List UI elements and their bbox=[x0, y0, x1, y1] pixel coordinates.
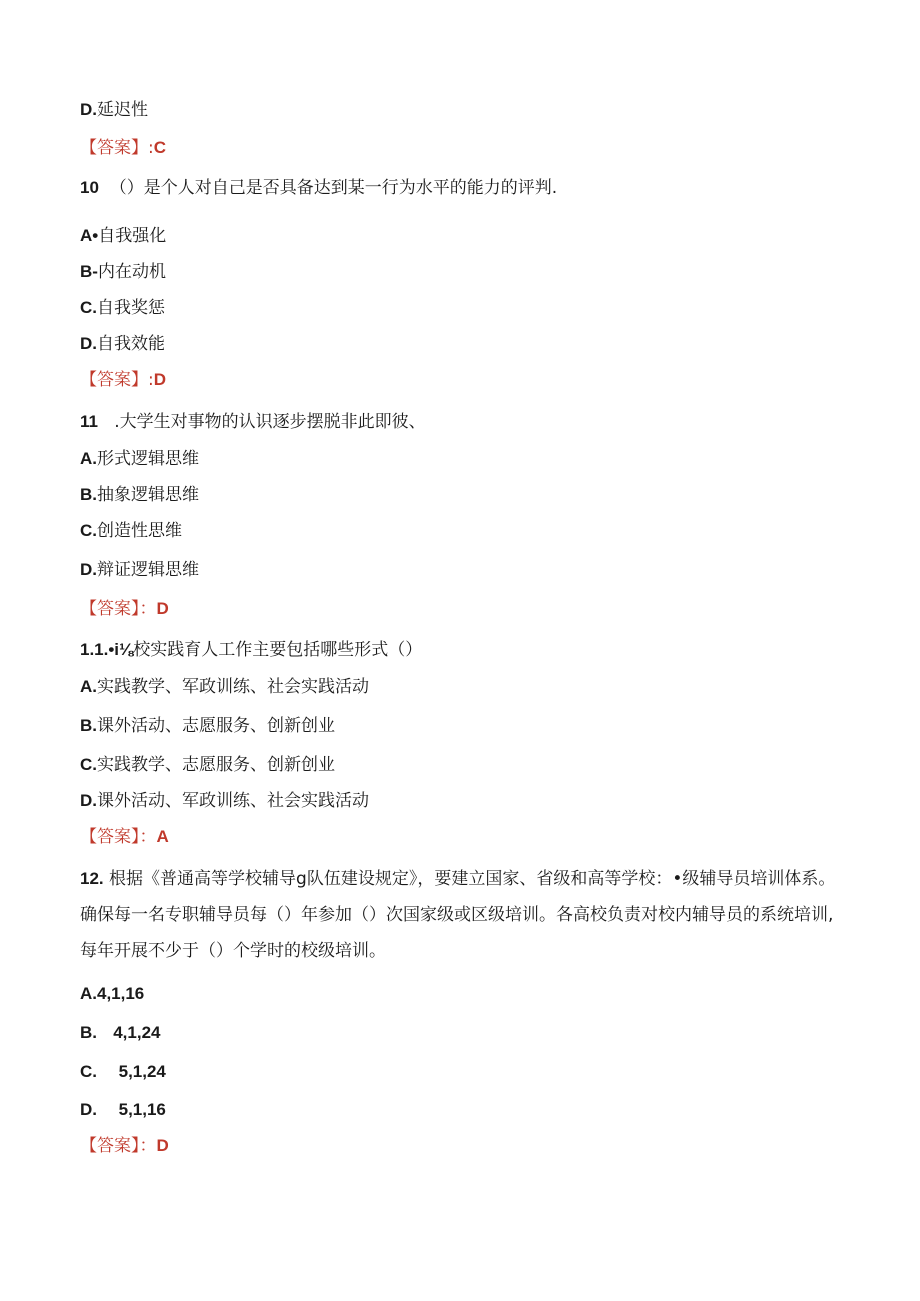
option-line bbox=[80, 1022, 160, 1044]
option-line bbox=[80, 261, 166, 283]
option-text: 辩证逻辑思维 bbox=[97, 560, 199, 580]
question-line bbox=[80, 411, 426, 433]
option-line bbox=[80, 983, 144, 1005]
option-text: 自我奖惩 bbox=[97, 298, 165, 318]
option-text: 5,1,24 bbox=[118, 1062, 166, 1081]
option-line bbox=[80, 99, 148, 121]
answer-separator: ： bbox=[139, 599, 157, 619]
question-paragraph bbox=[80, 861, 840, 969]
question-number: 12. bbox=[80, 869, 104, 888]
option-line bbox=[80, 333, 165, 355]
option-prefix: B- bbox=[80, 262, 98, 281]
option-text: 自我效能 bbox=[97, 334, 165, 354]
option-prefix: B. bbox=[80, 1023, 97, 1042]
option-prefix: D. bbox=[80, 1100, 97, 1119]
question-number: 10 bbox=[80, 178, 99, 197]
option-line bbox=[80, 225, 166, 247]
answer-separator: ： bbox=[139, 1136, 157, 1156]
answer-separator: : bbox=[148, 370, 154, 390]
option-prefix: A. bbox=[80, 449, 97, 468]
option-line bbox=[80, 297, 165, 319]
answer-line bbox=[80, 369, 166, 391]
question-line bbox=[80, 639, 422, 661]
question-line bbox=[80, 177, 557, 199]
option-line bbox=[80, 448, 199, 470]
option-text: 自我强化 bbox=[98, 226, 167, 246]
answer-label: 【答案】 bbox=[80, 599, 140, 619]
option-line bbox=[80, 790, 369, 812]
option-prefix: D. bbox=[80, 791, 97, 810]
option-text: 课外活动、志愿服务、创新创业 bbox=[97, 716, 335, 736]
option-prefix: C. bbox=[80, 521, 97, 540]
question-number: 1.1.•i⅛ bbox=[80, 640, 134, 659]
answer-line bbox=[80, 598, 169, 620]
question-text: 校实践育人工作主要包括哪些形式（） bbox=[133, 640, 423, 660]
option-line bbox=[80, 754, 335, 776]
question-number: 11 bbox=[80, 412, 98, 431]
option-line bbox=[80, 676, 369, 698]
answer-value: C bbox=[153, 138, 167, 157]
option-prefix: D. bbox=[80, 100, 97, 119]
option-text: 实践教学、志愿服务、创新创业 bbox=[97, 755, 335, 775]
question-text: （）是个人对自己是否具备达到某一行为水平的能力的评判. bbox=[109, 178, 558, 198]
answer-value: D bbox=[156, 599, 169, 618]
answer-label: 【答案】 bbox=[80, 827, 140, 847]
option-line bbox=[80, 715, 335, 737]
answer-label: 【答案】 bbox=[80, 138, 148, 158]
option-text: 4,1,24 bbox=[113, 1023, 161, 1042]
option-prefix: A. bbox=[80, 677, 97, 696]
answer-label: 【答案】 bbox=[80, 370, 148, 390]
option-line bbox=[80, 1061, 166, 1083]
option-line bbox=[80, 559, 199, 581]
option-prefix: C. bbox=[80, 1062, 97, 1081]
answer-value: A bbox=[156, 827, 169, 846]
option-prefix: A• bbox=[80, 226, 99, 245]
option-text: 形式逻辑思维 bbox=[97, 449, 199, 469]
option-prefix: D. bbox=[80, 334, 97, 353]
question-text: .大学生对事物的认识逐步摆脱非此即彼、 bbox=[114, 412, 426, 432]
option-text: 课外活动、军政训练、社会实践活动 bbox=[97, 791, 369, 811]
option-prefix: C. bbox=[80, 298, 97, 317]
option-prefix: B. bbox=[80, 485, 97, 504]
answer-value: D bbox=[156, 1136, 169, 1155]
option-line bbox=[80, 484, 199, 506]
option-prefix: B. bbox=[80, 716, 97, 735]
option-text: 实践教学、军政训练、社会实践活动 bbox=[97, 677, 369, 697]
option-text: 内在动机 bbox=[97, 262, 166, 282]
answer-value: D bbox=[153, 370, 167, 389]
option-text: 创造性思维 bbox=[97, 521, 182, 541]
option-text: 延迟性 bbox=[97, 100, 148, 120]
option-line bbox=[80, 1099, 166, 1121]
question-text: 根据《普通高等学校辅导g队伍建设规定》，要建立国家、省级和高等学校：•级辅导员培训体系。确保每一名专职辅导员每（）年参加（）次国家级或区级培训。各高校负责对校内辅导员的系统培训,每年开展不少于（）个学时的校级培训。 bbox=[80, 869, 836, 961]
answer-line bbox=[80, 137, 166, 159]
answer-line bbox=[80, 826, 169, 848]
option-line bbox=[80, 520, 182, 542]
option-prefix: A. bbox=[80, 984, 97, 1003]
option-text: 4,1,16 bbox=[97, 984, 145, 1003]
answer-line bbox=[80, 1135, 169, 1157]
option-text: 5,1,16 bbox=[118, 1100, 166, 1119]
option-prefix: D. bbox=[80, 560, 97, 579]
answer-separator: ： bbox=[139, 827, 157, 847]
option-text: 抽象逻辑思维 bbox=[97, 485, 199, 505]
option-prefix: C. bbox=[80, 755, 97, 774]
answer-separator: : bbox=[148, 138, 154, 158]
answer-label: 【答案】 bbox=[80, 1136, 140, 1156]
